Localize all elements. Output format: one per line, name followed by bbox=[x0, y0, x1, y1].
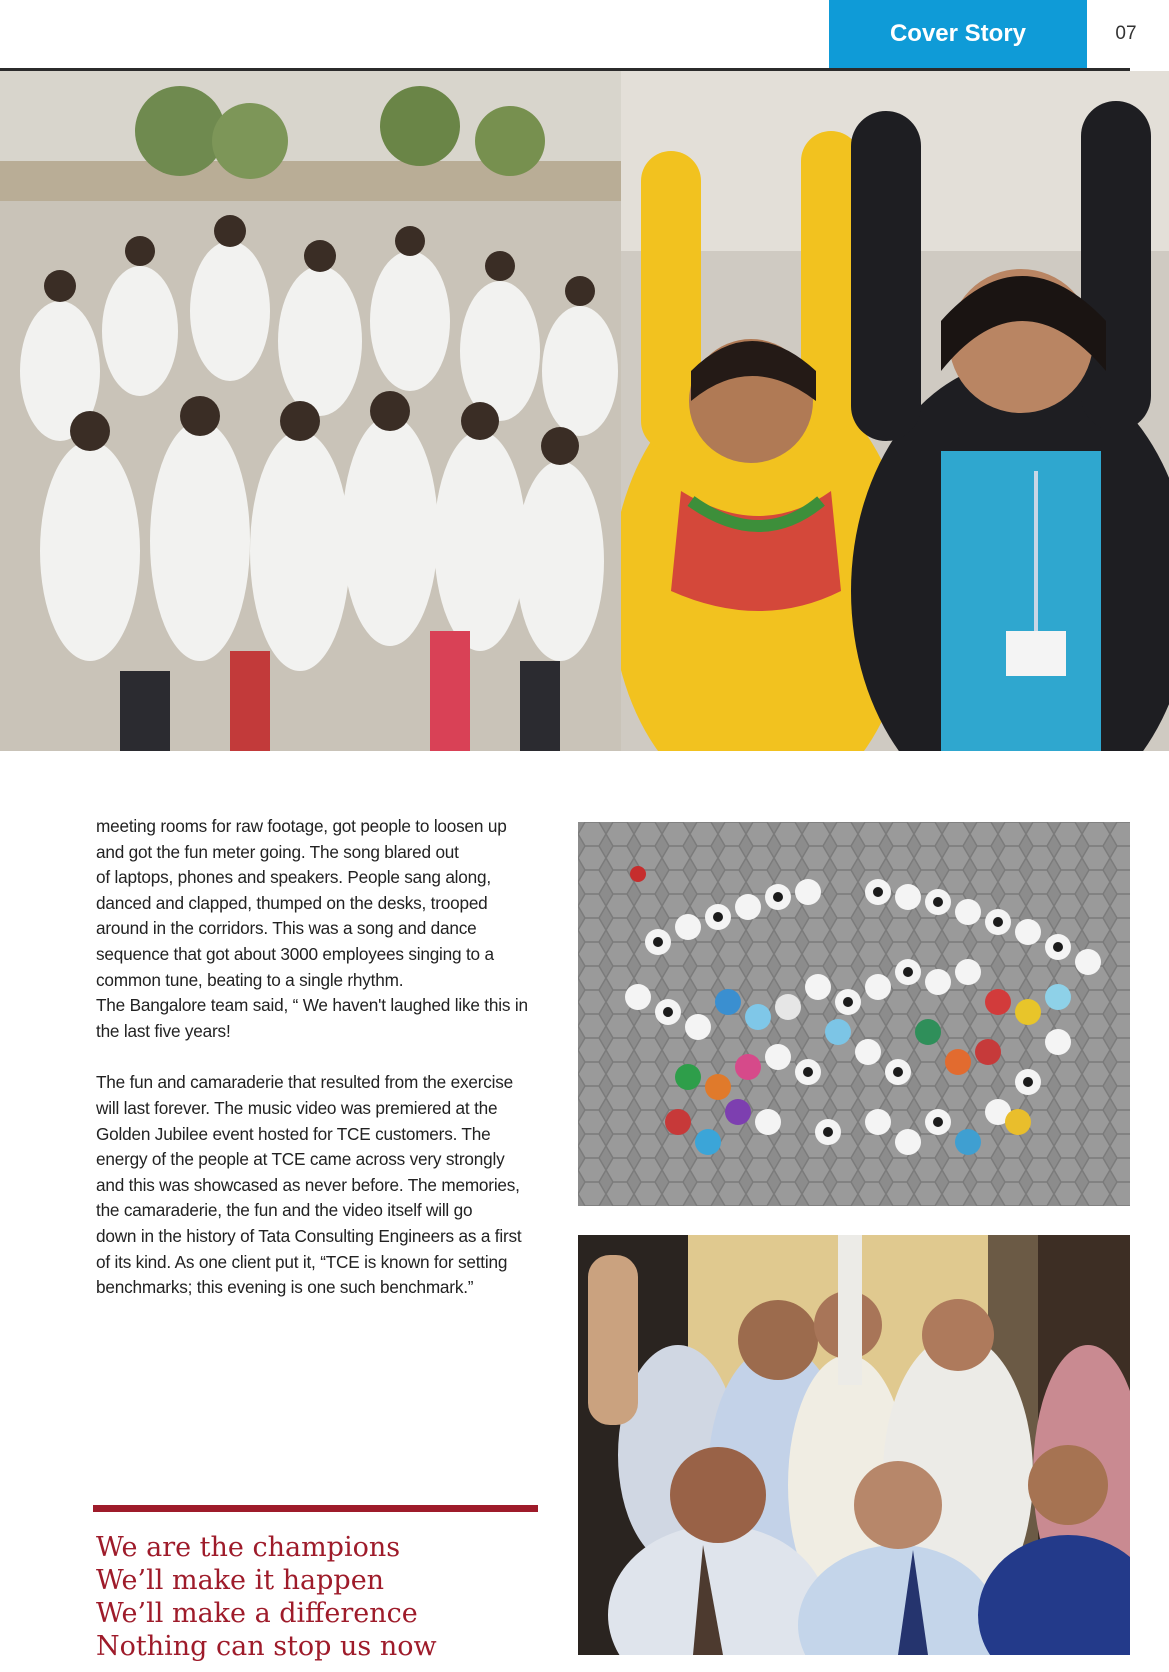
text-line: around in the corridors. This was a song and dance bbox=[96, 918, 477, 939]
text-line: meeting rooms for raw footage, got people to loosen up bbox=[96, 816, 507, 836]
text-line: of laptops, phones and speakers. People sang along, bbox=[96, 867, 491, 888]
article-paragraph bbox=[96, 1070, 546, 1300]
section-label: Cover Story bbox=[889, 20, 1027, 47]
quote-line: We’ll make it happen bbox=[96, 1565, 385, 1596]
article-paragraph bbox=[96, 814, 546, 1044]
article-body bbox=[96, 814, 546, 1301]
text-line: The Bangalore team said, “ We haven't laughed like this in bbox=[96, 995, 528, 1016]
text-line: sequence that got about 3000 employees singing to a bbox=[96, 943, 494, 964]
text-line: The fun and camaraderie that resulted from the exercise bbox=[96, 1072, 514, 1093]
aerial-crowd-photo-icon bbox=[578, 822, 1130, 1206]
quote-line: We’ll make a difference bbox=[96, 1598, 418, 1629]
text-line: benchmarks; this evening is one such benchmark.” bbox=[96, 1277, 474, 1298]
text-line: and got the fun meter going. The song blared out bbox=[96, 841, 459, 862]
text-line: down in the history of Tata Consulting Engineers as a first bbox=[96, 1225, 522, 1246]
pull-quote bbox=[96, 1531, 566, 1663]
text-line: common tune, beating to a single rhythm. bbox=[96, 969, 404, 990]
text-line: and this was showcased as never before. The memories, bbox=[96, 1174, 520, 1195]
text-line: energy of the people at TCE came across very strongly bbox=[96, 1149, 505, 1170]
text-line: Golden Jubilee event hosted for TCE customers. The bbox=[96, 1123, 491, 1144]
text-line: the camaraderie, the fun and the video itself will go bbox=[96, 1200, 473, 1221]
group-exercise-photo-icon bbox=[0, 71, 621, 751]
section-tab bbox=[829, 0, 1087, 68]
quote-divider bbox=[93, 1505, 538, 1512]
text-line: will last forever. The music video was premiered at the bbox=[96, 1097, 498, 1118]
text-line: of its kind. As one client put it, “TCE is known for setting bbox=[96, 1251, 508, 1272]
cheering-employees-photo-icon bbox=[621, 71, 1169, 751]
text-line: danced and clapped, thumped on the desks, trooped bbox=[96, 892, 488, 913]
senior-staff-cheering-photo-icon bbox=[578, 1235, 1130, 1655]
quote-line: Nothing can stop us now bbox=[96, 1631, 437, 1662]
page-number: 07 bbox=[1115, 23, 1137, 44]
quote-line: We are the champions bbox=[96, 1532, 401, 1563]
text-line: the last five years! bbox=[96, 1020, 231, 1041]
